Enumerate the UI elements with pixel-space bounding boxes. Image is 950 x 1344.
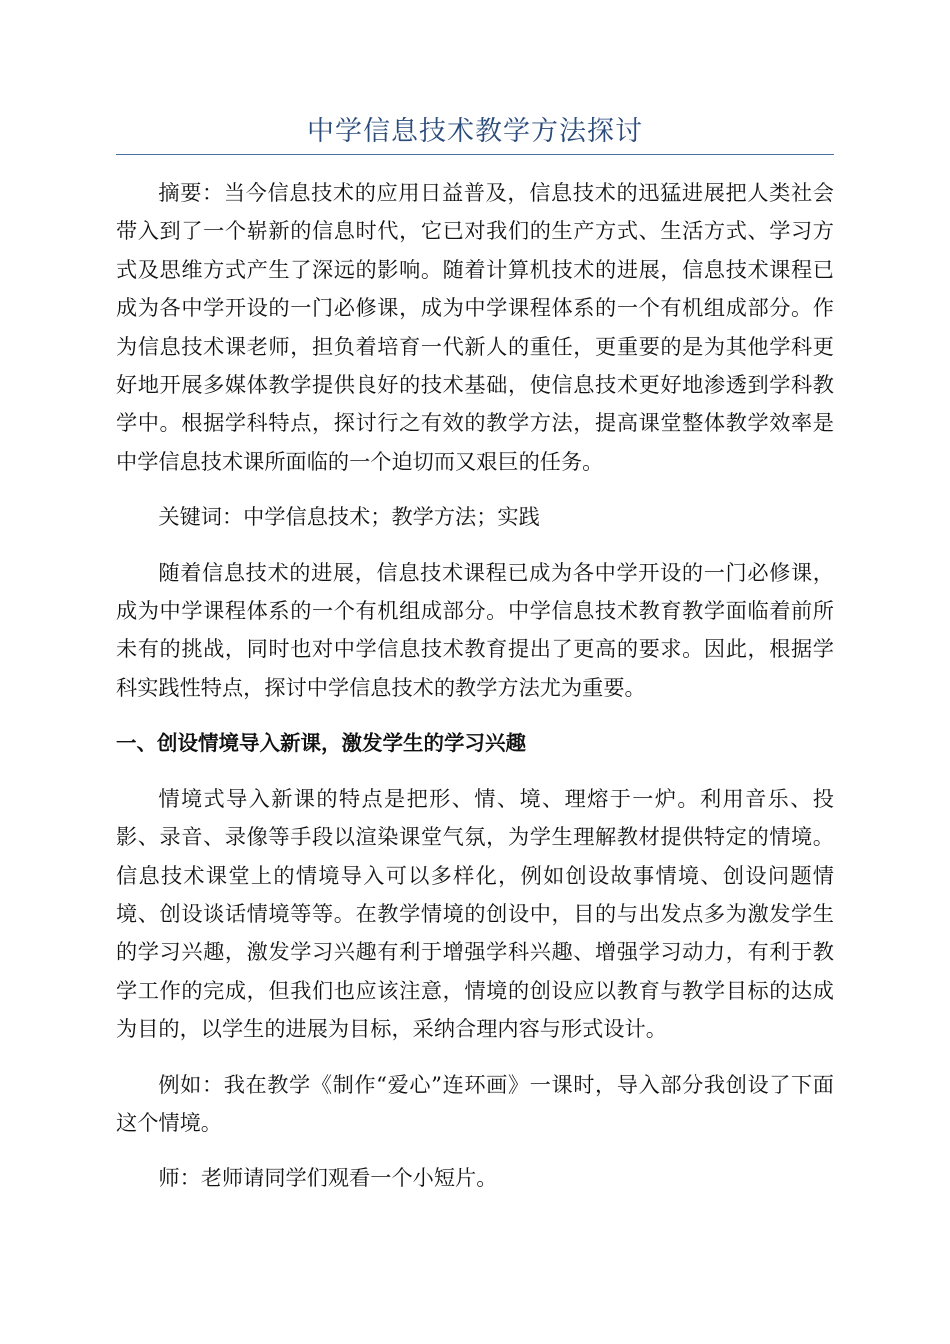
section-heading: 一、创设情境导入新课，激发学生的学习兴趣 xyxy=(116,731,526,756)
intro-paragraph: 随着信息技术的进展，信息技术课程已成为各中学开设的一门必修课，成为中学课程体系的一个有机组成部分。中学信息技术教育教学面临着前所未有的挑战，同时也对中学信息技术教育提出了更高的要求。因此，根据学科实践性特点，探讨中学信息技术的教学方法尤为重要。 xyxy=(116,559,834,700)
section-paragraph-1: 情境式导入新课的特点是把形、情、境、理熔于一炉。利用音乐、投影、录音、录像等手段以渲染课堂气氛，为学生理解教材提供特定的情境。信息技术课堂上的情境导入可以多样化，例如创设故事情境、创设问题情境、创设谈话情境等等。在教学情境的创设中，目的与出发点多为激发学生的学习兴趣，激发学习兴趣有利于增强学科兴趣、增强学习动力，有利于教学工作的完成，但我们也应该注意，情境的创设应以教育与教学目标的达成为目的，以学生的进展为目标，采纳合理内容与形式设计。 xyxy=(116,785,834,1042)
section-paragraph-3: 师：老师请同学们观看一个小短片。 xyxy=(158,1165,498,1191)
keywords-paragraph: 关键词：中学信息技术；教学方法；实践 xyxy=(158,504,540,530)
title-underline xyxy=(116,154,834,155)
document-title: 中学信息技术教学方法探讨 xyxy=(307,116,643,147)
document-body xyxy=(116,174,834,1215)
section-paragraph-2: 例如：我在教学《制作“爱心”连环画》一课时，导入部分我创设了下面这个情境。 xyxy=(116,1071,834,1135)
abstract-paragraph: 摘要：当今信息技术的应用日益普及，信息技术的迅猛进展把人类社会带入到了一个崭新的信息时代，它已对我们的生产方式、生活方式、学习方式及思维方式产生了深远的影响。随着计算机技术的进展，信息技术课程已成为各中学开设的一门必修课，成为中学课程体系的一个有机组成部分。作为信息技术课老师，担负着培育一代新人的重任，更重要的是为其他学科更好地开展多媒体教学提供良好的技术基础，使信息技术更好地渗透到学科教学中。根据学科特点，探讨行之有效的教学方法，提高课堂整体教学效率是中学信息技术课所面临的一个迫切而又艰巨的任务。 xyxy=(116,180,834,474)
